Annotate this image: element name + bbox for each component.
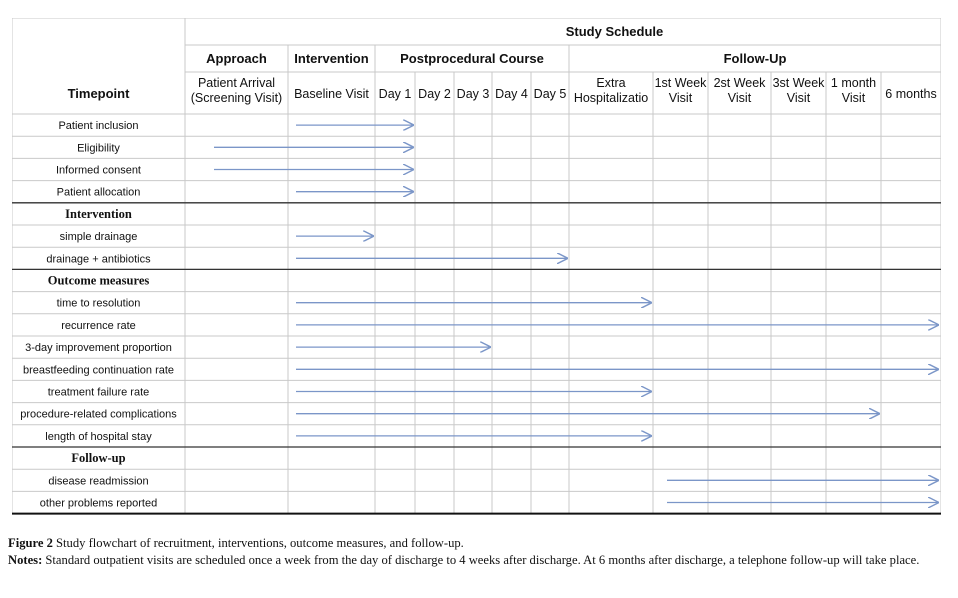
column-header: 1 month — [830, 76, 877, 90]
row-label: Eligibility — [77, 142, 120, 155]
notes-line — [8, 552, 952, 569]
column-header: 1st Week — [654, 76, 707, 90]
figure-caption — [8, 535, 952, 569]
column-header: Day 4 — [495, 87, 528, 101]
row-label: recurrence rate — [61, 319, 136, 332]
column-header: Visit — [727, 91, 752, 105]
column-header: Patient Arrival — [197, 76, 276, 90]
row-label: 3-day improvement proportion — [25, 342, 172, 355]
row-label: procedure-related complications — [20, 408, 177, 421]
row-label: breastfeeding continuation rate — [22, 364, 175, 377]
figure-caption-line — [8, 535, 952, 552]
column-header: Visit — [841, 91, 866, 105]
row-label: disease readmission — [48, 475, 149, 488]
row-label: length of hospital stay — [45, 430, 152, 443]
column-header: Visit — [668, 91, 693, 105]
notes-text: Standard outpatient visits are scheduled once a week from the day of discharge to 4 weeks after discharge. At 6 months after discharge, a telephone follow-up will take place. — [42, 553, 920, 567]
group-header: Follow-Up — [723, 51, 787, 66]
notes-label: Notes: — [8, 553, 43, 567]
row-label: other problems reported — [39, 497, 158, 510]
row-label: simple drainage — [59, 231, 138, 244]
column-header: Day 2 — [418, 87, 451, 101]
row-label: Patient allocation — [56, 186, 141, 199]
row-label: Patient inclusion — [58, 120, 139, 133]
group-header: Intervention — [294, 51, 369, 66]
row-label: Informed consent — [56, 164, 141, 177]
row-label: time to resolution — [56, 297, 141, 310]
column-header: Day 3 — [456, 87, 490, 101]
column-header: 3st Week — [772, 76, 825, 90]
section-header: Follow-up — [71, 451, 126, 466]
section-header: Intervention — [65, 206, 132, 221]
table-title: Study Schedule — [565, 24, 664, 39]
column-header: Baseline Visit — [294, 87, 369, 101]
column-header: Day 5 — [533, 87, 567, 101]
column-header: 6 months — [885, 87, 937, 101]
column-header: Visit — [786, 91, 811, 105]
column-header: (Screening Visit) — [190, 91, 283, 105]
column-header: Day 1 — [378, 87, 412, 101]
column-header: Hospitalizatio — [573, 91, 649, 105]
section-header: Outcome measures — [47, 273, 150, 288]
column-header: 2st Week — [713, 76, 766, 90]
group-header: Approach — [206, 51, 267, 66]
group-header: Postprocedural Course — [400, 51, 544, 66]
figure-caption-text: Study flowchart of recruitment, interventions, outcome measures, and follow-up. — [52, 536, 464, 550]
study-schedule-table — [12, 18, 941, 515]
column-header: Extra — [596, 76, 626, 90]
row-label: treatment failure rate — [47, 386, 150, 399]
figure-label: Figure 2 — [8, 536, 53, 550]
row-label: drainage + antibiotics — [46, 253, 151, 266]
timepoint-label: Timepoint — [67, 86, 130, 101]
